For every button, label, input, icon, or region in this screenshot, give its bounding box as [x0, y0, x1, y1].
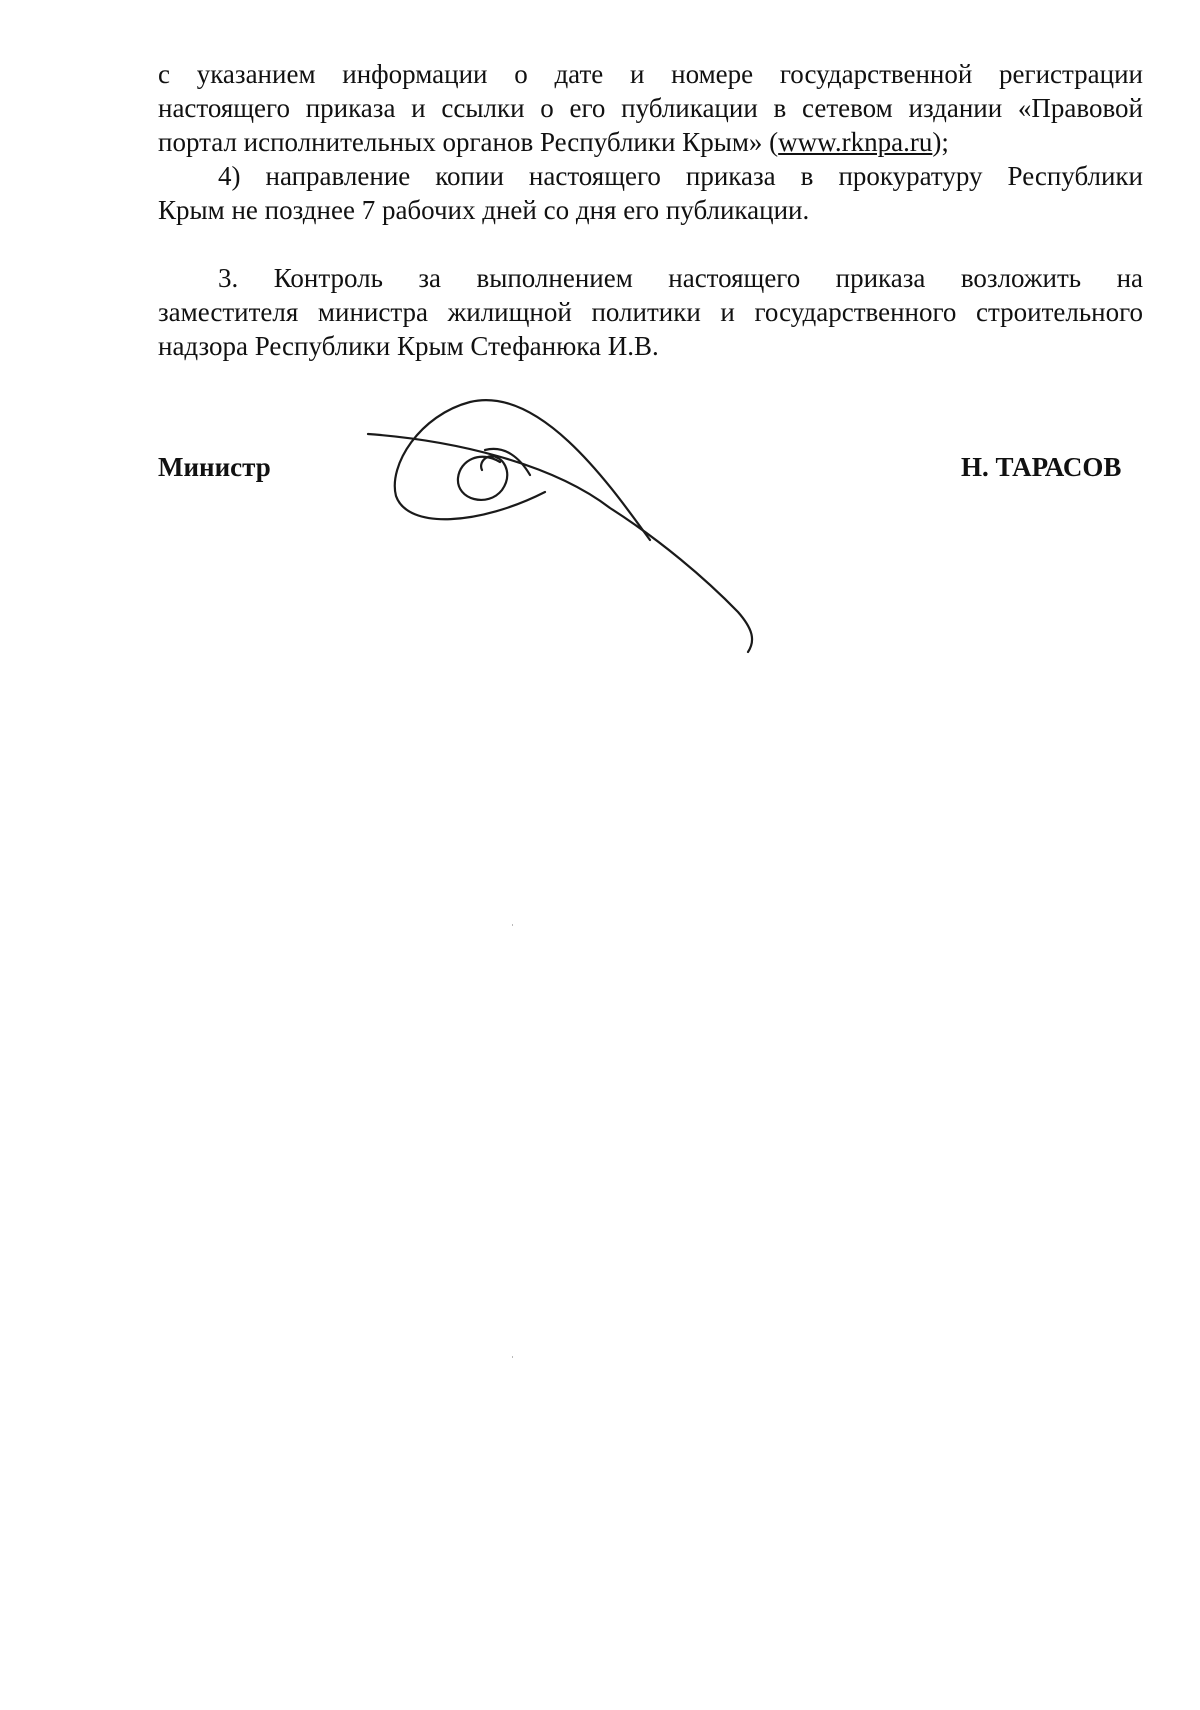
paragraph-continuation-line-2: настоящего приказа и ссылки о его публикации в сетевом издании «Правовой — [158, 93, 1143, 123]
scan-speck — [512, 1356, 513, 1358]
signatory-title: Министр — [158, 452, 271, 482]
clause-3-line-1: 3. Контроль за выполнением настоящего приказа возложить на — [218, 263, 1143, 293]
scan-speck — [512, 924, 513, 926]
paragraph-continuation-line-1: с указанием информации о дате и номере государственной регистрации — [158, 59, 1143, 89]
signatory-name: Н. ТАРАСОВ — [961, 452, 1122, 482]
rknpa-link[interactable]: www.rknpa.ru — [778, 127, 933, 157]
item-4-line-1: 4) направление копии настоящего приказа в прокуратуру Республики — [218, 161, 1143, 191]
paragraph-continuation-line-3 — [158, 125, 1143, 159]
item-4-line-2: Крым не позднее 7 рабочих дней со дня его публикации. — [158, 195, 810, 225]
paragraph-text-after-link: ); — [932, 127, 949, 157]
paragraph-text-before-link: портал исполнительных органов Республики Крым» ( — [158, 127, 779, 157]
clause-3-line-2: заместителя министра жилищной политики и государственного строительного — [158, 297, 1143, 327]
document-body — [158, 57, 1143, 363]
handwritten-signature — [360, 390, 810, 670]
clause-3-line-3: надзора Республики Крым Стефанюка И.В. — [158, 331, 659, 361]
